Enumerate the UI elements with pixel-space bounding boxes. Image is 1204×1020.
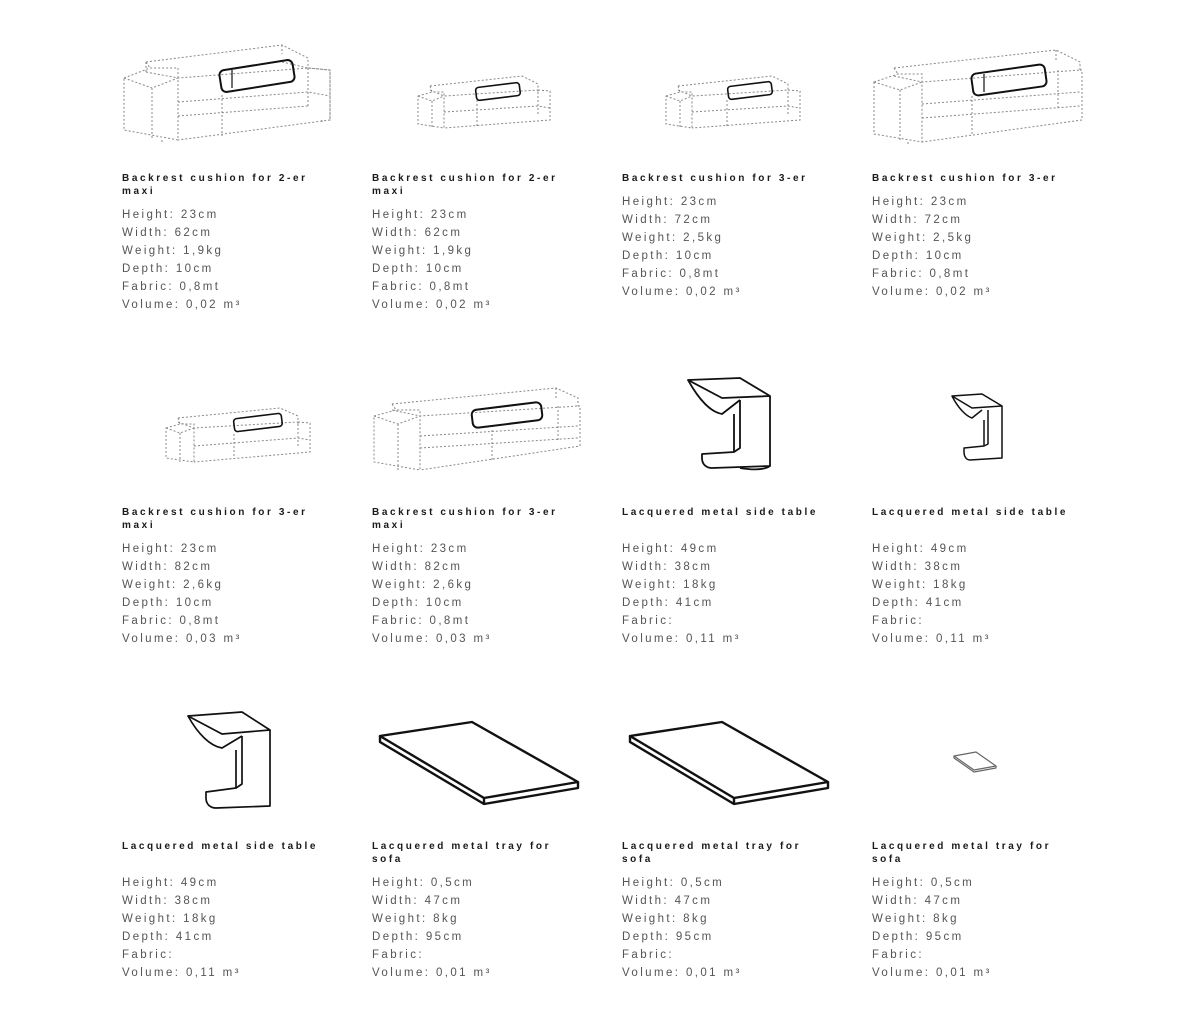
- product-title: Backrest cushion for 3-er: [622, 173, 808, 184]
- side-table-large-icon: [622, 374, 852, 489]
- spec-height: Height: 23cm: [372, 543, 469, 555]
- spec-height: Height: 0,5cm: [872, 877, 975, 889]
- spec-fabric: Fabric: 0,8mt: [372, 281, 471, 293]
- product-title: Lacquered metal side table: [622, 507, 818, 518]
- spec-depth: Depth: 95cm: [622, 931, 714, 943]
- spec-list: [622, 874, 742, 982]
- spec-list: [872, 193, 992, 301]
- spec-fabric: Fabric:: [122, 949, 174, 961]
- spec-fabric: Fabric:: [872, 615, 924, 627]
- sofa-2-seater-with-cushion-large-icon: [122, 40, 352, 155]
- spec-list: [872, 540, 991, 648]
- spec-fabric: Fabric: 0,8mt: [622, 268, 721, 280]
- spec-list: [872, 874, 992, 982]
- spec-width: Width: 82cm: [122, 561, 213, 573]
- spec-volume: Volume: 0,11 m³: [622, 633, 741, 645]
- spec-depth: Depth: 10cm: [372, 597, 464, 609]
- sofa-3-seater-maxi-with-cushion-small-icon: [122, 374, 352, 489]
- sofa-3-seater-with-cushion-small-icon: [622, 40, 852, 155]
- spec-weight: Weight: 18kg: [122, 913, 218, 925]
- spec-volume: Volume: 0,03 m³: [372, 633, 492, 645]
- spec-height: Height: 49cm: [872, 543, 969, 555]
- spec-width: Width: 72cm: [872, 214, 963, 226]
- product-title: Backrest cushion for 2-er maxi: [122, 173, 308, 197]
- spec-height: Height: 49cm: [122, 877, 219, 889]
- spec-depth: Depth: 95cm: [372, 931, 464, 943]
- spec-width: Width: 82cm: [372, 561, 463, 573]
- tray-large-icon: [372, 708, 602, 823]
- spec-list: [622, 193, 742, 301]
- spec-width: Width: 62cm: [122, 227, 213, 239]
- spec-depth: Depth: 10cm: [372, 263, 464, 275]
- product-title: Lacquered metal tray for sofa: [372, 841, 552, 865]
- spec-weight: Weight: 2,5kg: [872, 232, 974, 244]
- spec-width: Width: 38cm: [122, 895, 213, 907]
- product-title: Backrest cushion for 3-er maxi: [372, 507, 558, 531]
- spec-width: Width: 47cm: [372, 895, 463, 907]
- spec-weight: Weight: 18kg: [622, 579, 718, 591]
- spec-width: Width: 38cm: [622, 561, 713, 573]
- spec-volume: Volume: 0,02 m³: [872, 286, 992, 298]
- spec-fabric: Fabric: 0,8mt: [122, 281, 221, 293]
- spec-height: Height: 0,5cm: [372, 877, 475, 889]
- spec-fabric: Fabric:: [372, 949, 424, 961]
- spec-fabric: Fabric:: [622, 615, 674, 627]
- spec-weight: Weight: 18kg: [872, 579, 968, 591]
- product-title: Lacquered metal tray for sofa: [872, 841, 1052, 865]
- spec-volume: Volume: 0,01 m³: [622, 967, 742, 979]
- product-title: Lacquered metal side table: [872, 507, 1068, 518]
- spec-depth: Depth: 41cm: [122, 931, 214, 943]
- spec-weight: Weight: 2,5kg: [622, 232, 724, 244]
- sofa-2-seater-with-cushion-small-icon: [372, 40, 602, 155]
- sofa-3-seater-with-cushion-large-icon: [872, 40, 1102, 155]
- spec-depth: Depth: 41cm: [622, 597, 714, 609]
- spec-weight: Weight: 1,9kg: [372, 245, 474, 257]
- spec-fabric: Fabric:: [872, 949, 924, 961]
- spec-list: [122, 206, 242, 314]
- product-title: Lacquered metal side table: [122, 841, 318, 852]
- spec-height: Height: 23cm: [372, 209, 469, 221]
- spec-volume: Volume: 0,02 m³: [122, 299, 242, 311]
- spec-width: Width: 62cm: [372, 227, 463, 239]
- tray-large-icon: [622, 708, 852, 823]
- product-title: Lacquered metal tray for sofa: [622, 841, 802, 865]
- spec-weight: Weight: 1,9kg: [122, 245, 224, 257]
- spec-weight: Weight: 8kg: [872, 913, 959, 925]
- spec-fabric: Fabric:: [622, 949, 674, 961]
- spec-fabric: Fabric: 0,8mt: [872, 268, 971, 280]
- spec-depth: Depth: 10cm: [872, 250, 964, 262]
- spec-height: Height: 49cm: [622, 543, 719, 555]
- spec-weight: Weight: 2,6kg: [372, 579, 474, 591]
- spec-weight: Weight: 8kg: [622, 913, 709, 925]
- sofa-3-seater-maxi-with-cushion-large-icon: [372, 374, 602, 489]
- spec-depth: Depth: 95cm: [872, 931, 964, 943]
- spec-height: Height: 0,5cm: [622, 877, 725, 889]
- spec-volume: Volume: 0,01 m³: [372, 967, 492, 979]
- spec-weight: Weight: 2,6kg: [122, 579, 224, 591]
- spec-weight: Weight: 8kg: [372, 913, 459, 925]
- spec-volume: Volume: 0,02 m³: [622, 286, 742, 298]
- spec-height: Height: 23cm: [622, 196, 719, 208]
- spec-depth: Depth: 10cm: [122, 263, 214, 275]
- spec-width: Width: 72cm: [622, 214, 713, 226]
- spec-width: Width: 38cm: [872, 561, 963, 573]
- spec-list: [122, 540, 242, 648]
- spec-volume: Volume: 0,02 m³: [372, 299, 492, 311]
- spec-volume: Volume: 0,03 m³: [122, 633, 242, 645]
- spec-volume: Volume: 0,11 m³: [872, 633, 991, 645]
- spec-list: [622, 540, 741, 648]
- product-title: Backrest cushion for 2-er maxi: [372, 173, 558, 197]
- spec-list: [122, 874, 241, 982]
- product-title: Backrest cushion for 3-er: [872, 173, 1058, 184]
- spec-volume: Volume: 0,01 m³: [872, 967, 992, 979]
- spec-fabric: Fabric: 0,8mt: [372, 615, 471, 627]
- spec-list: [372, 540, 492, 648]
- side-table-medium-icon: [122, 708, 352, 823]
- product-title: Backrest cushion for 3-er maxi: [122, 507, 308, 531]
- spec-width: Width: 47cm: [872, 895, 963, 907]
- spec-fabric: Fabric: 0,8mt: [122, 615, 221, 627]
- spec-depth: Depth: 10cm: [122, 597, 214, 609]
- spec-width: Width: 47cm: [622, 895, 713, 907]
- spec-list: [372, 206, 492, 314]
- spec-height: Height: 23cm: [122, 209, 219, 221]
- spec-depth: Depth: 10cm: [622, 250, 714, 262]
- spec-depth: Depth: 41cm: [872, 597, 964, 609]
- spec-list: [372, 874, 492, 982]
- side-table-small-icon: [872, 374, 1102, 489]
- tray-small-icon: [872, 708, 1102, 823]
- spec-height: Height: 23cm: [122, 543, 219, 555]
- spec-volume: Volume: 0,11 m³: [122, 967, 241, 979]
- spec-height: Height: 23cm: [872, 196, 969, 208]
